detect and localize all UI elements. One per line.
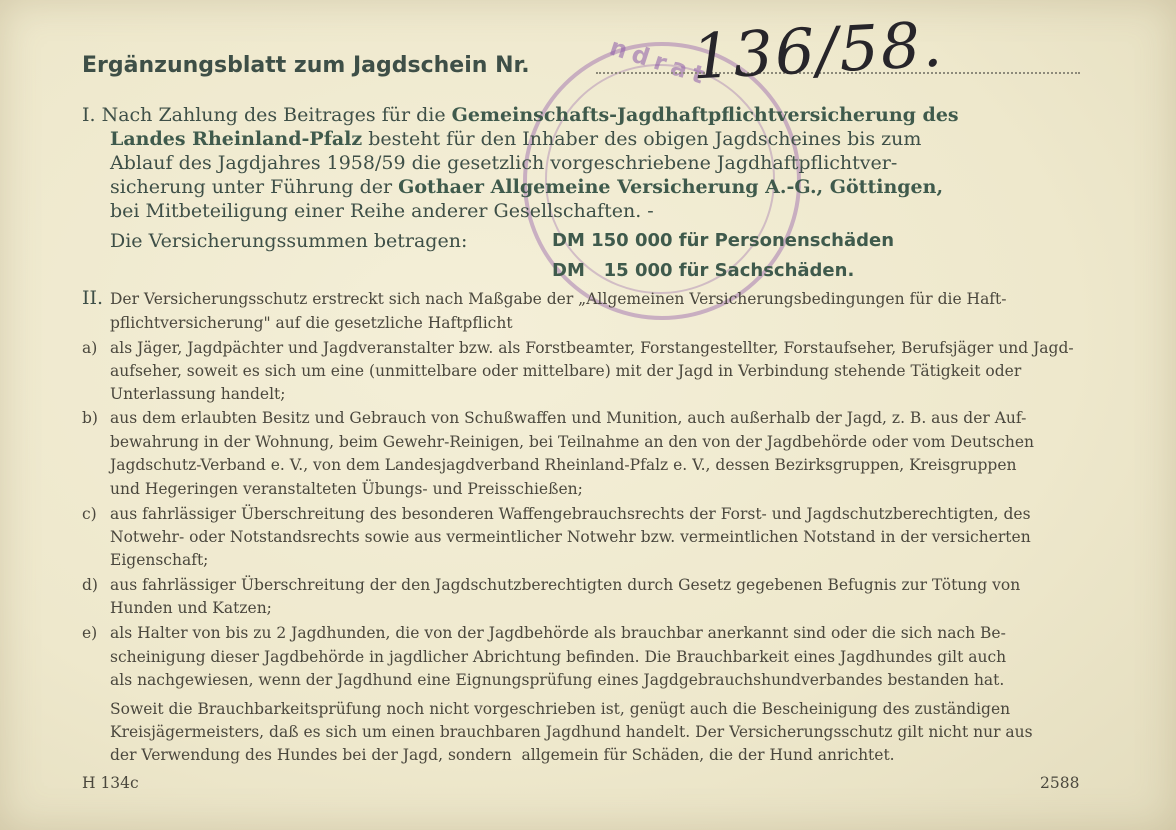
item-b-label: b) [82,409,98,427]
section-1-text: I. Nach Zahlung des Beitrages für die [82,104,452,126]
item-c-line: aus fahrlässiger Überschreitung des besonderen Waffengebrauchsrechts der Forst- und Jagdschutzberechtigten, des [110,505,1031,523]
sums-label: Die Versicherungssummen betragen: [110,230,468,252]
closing-line: der Verwendung des Hundes bei der Jagd, sondern allgemein für Schäden, die der Hund anrichtet. [110,746,895,764]
document-title: Ergänzungsblatt zum Jagdschein Nr. [82,53,530,78]
section-2-line-1: Der Versicherungsschutz erstreckt sich nach Maßgabe der „Allgemeinen Versicherungsbedingungen für die Haft- [110,290,1007,308]
print-number: 2588 [1040,774,1080,792]
item-b-line: bewahrung in der Wohnung, beim Gewehr-Reinigen, bei Teilnahme an den von der Jagdbehörde oder vom Deutschen [110,433,1034,451]
section-1-line-2 [110,126,921,152]
handwritten-number: 136/58. [690,7,946,94]
item-e-line: als Halter von bis zu 2 Jagdhunden, die von der Jagdbehörde als brauchbar anerkannt sind oder die sich nach Be- [110,624,1006,642]
insurer-name: Gothaer Allgemeine Versicherung A.-G., Göttingen, [398,176,944,198]
section-1-line-1 [82,102,959,128]
item-c-label: c) [82,505,97,523]
item-e-line: als nachgewiesen, wenn der Jagdhund eine Eignungsprüfung eines Jagdgebrauchshundverbandes bestanden hat. [110,671,1005,689]
item-a-line: als Jäger, Jagdpächter und Jagdveranstalter bzw. als Forstbeamter, Forstangestellter, Forstaufseher, Berufsjäger und Jagd- [110,339,1074,357]
state-name: Landes Rheinland-Pfalz [110,128,363,150]
item-a-line: Unterlassung handelt; [110,385,286,403]
item-c-line: Eigenschaft; [110,551,209,569]
item-d-label: d) [82,576,98,594]
item-b-line: und Hegeringen veranstalteten Übungs- und Preisschießen; [110,480,583,498]
section-1-line-5: bei Mitbeteiligung einer Reihe anderer Gesellschaften. - [110,200,654,222]
item-e-label: e) [82,624,98,642]
sum-personal-injury: DM 150 000 für Personenschäden [552,230,895,251]
item-c-line: Notwehr- oder Notstandsrechts sowie aus vermeintlicher Notwehr bzw. vermeintlichen Notstand in der versicherten [110,528,1031,546]
stamp-text: ndrat [606,32,714,92]
section-2-marker: II. [82,287,104,309]
item-a-line: aufseher, soweit es sich um eine (unmittelbare oder mittelbare) mit der Jagd in Verbindung stehende Tätigkeit oder [110,362,1022,380]
form-code: H 134c [82,774,139,792]
item-d-line: aus fahrlässiger Überschreitung der den Jagdschutzberechtigten durch Gesetz gegebenen Befugnis zur Tötung von [110,576,1021,594]
section-1-text: besteht für den Inhaber des obigen Jagdscheines bis zum [362,128,922,150]
item-b-line: Jagdschutz-Verband e. V., von dem Landesjagdverband Rheinland-Pfalz e. V., dessen Bezirksgruppen, Kreisgruppen [110,456,1017,474]
section-2-line-2: pflichtversicherung" auf die gesetzliche Haftpflicht [110,314,513,332]
item-a-label: a) [82,339,98,357]
section-1-line-4 [110,174,943,200]
sum-property-damage: DM 15 000 für Sachschäden. [552,260,855,281]
insurance-name: Gemeinschafts-Jagdhaftpflichtversicherung des [451,104,959,126]
item-b-line: aus dem erlaubten Besitz und Gebrauch von Schußwaffen und Munition, auch außerhalb der Jagd, z. B. aus der Auf- [110,409,1027,427]
section-1-text: sicherung unter Führung der [110,176,399,198]
item-e-line: scheinigung dieser Jagdbehörde in jagdlicher Abrichtung befinden. Die Brauchbarkeit eines Jagdhundes gilt auch [110,648,1007,666]
item-d-line: Hunden und Katzen; [110,599,272,617]
closing-line: Kreisjägermeisters, daß es sich um einen brauchbaren Jagdhund handelt. Der Versicherungsschutz gilt nicht nur aus [110,723,1033,741]
section-1-line-3: Ablauf des Jagdjahres 1958/59 die gesetzlich vorgeschriebene Jagdhaftpflichtver- [110,152,898,174]
closing-line: Soweit die Brauchbarkeitsprüfung noch nicht vorgeschrieben ist, genügt auch die Bescheinigung des zuständigen [110,700,1011,718]
